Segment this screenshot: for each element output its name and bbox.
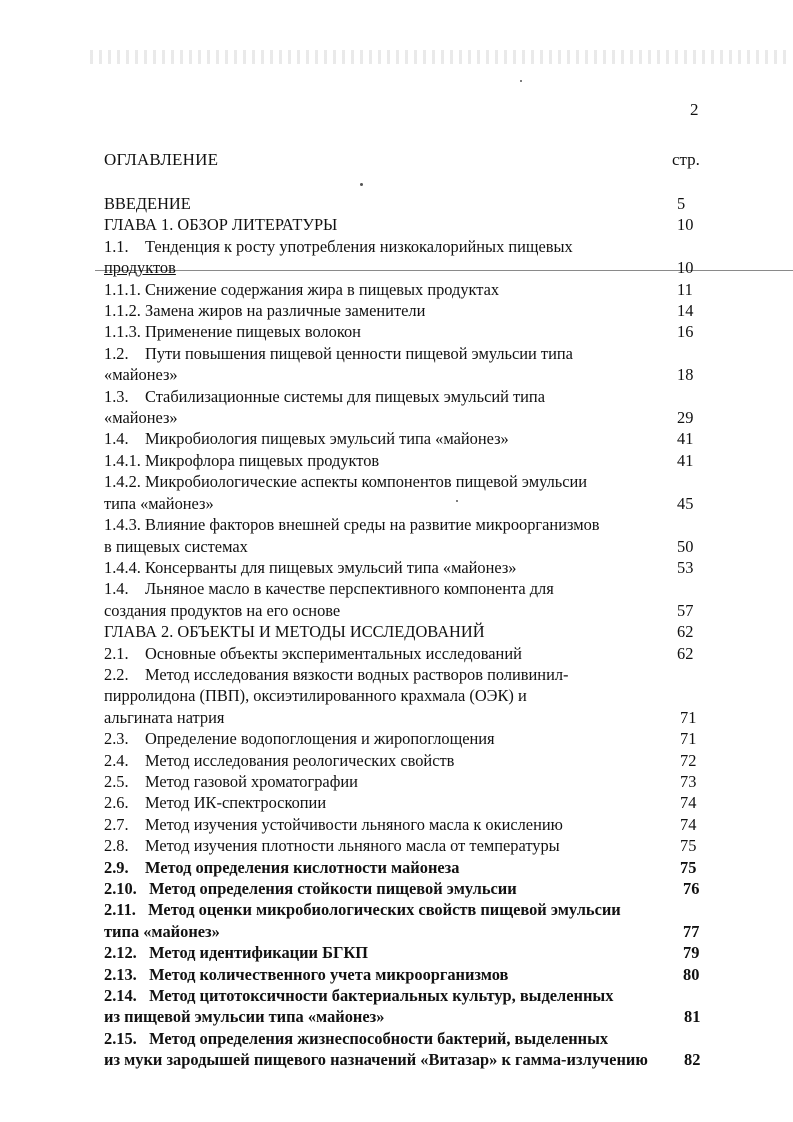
toc-entry-page: 79 (683, 943, 700, 963)
toc-entry-page: 5 (677, 194, 686, 213)
toc-entry-text: 1.4.1. Микрофлора пищевых продуктов (104, 450, 380, 470)
toc-entry-page: 41 (677, 450, 694, 470)
toc-entry-page: 18 (677, 365, 694, 385)
toc-entry[interactable] (104, 664, 724, 728)
toc-entry-text: типа «майонез» (104, 921, 220, 941)
toc-entry-page: 16 (677, 322, 694, 342)
toc-entry-text: ГЛАВА 1. ОБЗОР ЛИТЕРАТУРЫ (104, 215, 338, 235)
toc-entry-page: 75 (680, 836, 697, 856)
toc-entry-text: 2.6. Метод ИК-спектроскопии (104, 793, 327, 813)
toc-entry-text: 2.7. Метод изучения устойчивости льняного масла к окислению (104, 814, 563, 834)
toc-entry[interactable] (104, 792, 724, 813)
page-number: 2 (690, 100, 699, 119)
toc-entry-page: 53 (677, 557, 694, 577)
toc-entry-text: 1.2. Пути повышения пищевой ценности пищевой эмульсии типа (104, 343, 573, 363)
toc-entry-text: 2.1. Основные объекты экспериментальных исследований (104, 643, 522, 663)
toc-entry-text: 2.12. Метод идентификации БГКП (104, 943, 369, 963)
toc-entry-page: 71 (680, 707, 697, 727)
toc-entry[interactable] (104, 899, 724, 942)
toc-entry-page: 62 (677, 643, 694, 663)
toc-entry-text: ВВЕДЕНИЕ (104, 194, 191, 213)
toc-entry-text: ГЛАВА 2. ОБЪЕКТЫ И МЕТОДЫ ИССЛЕДОВАНИЙ (104, 622, 485, 642)
toc-title: ОГЛАВЛЕНИЕ (104, 150, 219, 169)
toc-entry-page: 71 (680, 729, 697, 749)
toc-entry-page: 75 (680, 857, 697, 877)
toc-entry-text: 2.14. Метод цитотоксичности бактериальных культур, выделенных (104, 986, 614, 1006)
toc-entry-page: 72 (680, 750, 697, 770)
toc-entry-text: 2.3. Определение водопоглощения и жиропоглощения (104, 729, 495, 749)
toc-entry[interactable] (104, 578, 724, 621)
scan-speck (360, 183, 363, 186)
toc-entry[interactable] (104, 450, 724, 471)
toc-entry-page: 77 (683, 921, 700, 941)
toc-entry[interactable] (104, 942, 724, 963)
toc-entry-text: альгината натрия (104, 707, 225, 727)
scan-noise-top (90, 50, 790, 64)
toc-entry[interactable] (104, 878, 724, 899)
toc-entry[interactable] (104, 193, 724, 214)
toc-entry-text: 2.9. Метод определения кислотности майонеза (104, 857, 460, 877)
toc-page-column-header: стр. (672, 150, 700, 169)
toc-entry[interactable] (104, 300, 724, 321)
toc-entry-text: 2.13. Метод количественного учета микроорганизмов (104, 964, 509, 984)
toc-entry-page: 62 (677, 622, 694, 642)
toc-entry-page: 11 (677, 279, 693, 299)
toc-entry-page: 82 (684, 1050, 701, 1070)
toc-entry[interactable] (104, 857, 724, 878)
toc-entry[interactable] (104, 279, 724, 300)
toc-entry-text: 1.1.2. Замена жиров на различные заменители (104, 301, 426, 321)
toc-entry[interactable] (104, 1028, 724, 1071)
toc-entry-text: «майонез» (104, 408, 178, 428)
toc-entry[interactable] (104, 964, 724, 985)
toc-entry-text: 2.2. Метод исследования вязкости водных растворов поливинил- (104, 664, 569, 684)
toc-entry-text: 1.4.2. Микробиологические аспекты компонентов пищевой эмульсии (104, 472, 588, 492)
toc-entry-text: в пищевых системах (104, 536, 248, 556)
toc-entry-text: 1.4. Льняное масло в качестве перспективного компонента для (104, 579, 554, 599)
toc-entry[interactable] (104, 728, 724, 749)
toc-entry[interactable] (104, 750, 724, 771)
toc-entry-text: 1.4.3. Влияние факторов внешней среды на развитие микроорганизмов (104, 515, 600, 535)
toc-entry[interactable] (104, 771, 724, 792)
toc-entry-text: 1.1.1. Снижение содержания жира в пищевых продуктах (104, 279, 500, 299)
toc-entry-text: типа «майонез» (104, 493, 214, 513)
toc-entry-page: 57 (677, 600, 694, 620)
toc-entry-text: 1.1.3. Применение пищевых волокон (104, 322, 361, 342)
toc-entry-text: создания продуктов на его основе (104, 600, 341, 620)
toc-entry[interactable] (104, 514, 724, 557)
toc-entry-text: 1.3. Стабилизационные системы для пищевых эмульсий типа (104, 386, 545, 406)
toc-entry[interactable] (104, 386, 724, 429)
toc-entry-text: продуктов (104, 258, 176, 278)
toc-entry-text: «майонез» (104, 365, 178, 385)
toc-entry-page: 74 (680, 814, 697, 834)
toc-entry-page: 81 (684, 1007, 701, 1027)
toc-entry-text: 1.4.4. Консерванты для пищевых эмульсий типа «майонез» (104, 557, 517, 577)
toc-entry[interactable] (104, 236, 724, 279)
toc-entry[interactable] (104, 428, 724, 449)
toc-entry-page: 73 (680, 771, 697, 791)
toc-entry[interactable] (104, 835, 724, 856)
toc-entry[interactable] (104, 621, 724, 642)
toc-entry[interactable] (104, 985, 724, 1028)
toc-entry[interactable] (104, 214, 724, 235)
toc-entry-text: 2.5. Метод газовой хроматографии (104, 771, 358, 791)
table-of-contents (104, 193, 724, 1071)
toc-entry-page: 41 (677, 429, 694, 449)
toc-entry-text: 2.10. Метод определения стойкости пищевой эмульсии (104, 879, 517, 898)
toc-entry[interactable] (104, 343, 724, 386)
toc-entry[interactable] (104, 814, 724, 835)
toc-entry[interactable] (104, 321, 724, 342)
toc-entry-page: 76 (683, 879, 700, 898)
toc-entry-text: 2.15. Метод определения жизнеспособности бактерий, выделенных (104, 1028, 609, 1048)
toc-entry-text: 1.4. Микробиология пищевых эмульсий типа «майонез» (104, 429, 509, 449)
toc-entry[interactable] (104, 557, 724, 578)
toc-entry-page: 10 (677, 258, 694, 278)
toc-entry-text: 2.8. Метод изучения плотности льняного масла от температуры (104, 836, 560, 856)
toc-entry-text: из пищевой эмульсии типа «майонез» (104, 1007, 385, 1027)
scan-speck (520, 80, 522, 82)
toc-entry-page: 29 (677, 408, 694, 428)
toc-entry-page: 50 (677, 536, 694, 556)
toc-entry[interactable] (104, 643, 724, 664)
toc-entry-text: пирролидона (ПВП), оксиэтилированного крахмала (ОЭК) и (104, 686, 527, 706)
toc-entry-text: из муки зародышей пищевого назначений «Витазар» к гамма-излучению (104, 1050, 648, 1070)
toc-entry-text: 2.11. Метод оценки микробиологических свойств пищевой эмульсии (104, 900, 621, 920)
toc-entry[interactable] (104, 471, 724, 514)
toc-entry-page: 74 (680, 793, 697, 813)
toc-entry-page: 14 (677, 301, 694, 321)
toc-entry-text: 1.1. Тенденция к росту употребления низкокалорийных пищевых (104, 236, 573, 256)
toc-entry-page: 80 (683, 964, 700, 984)
toc-entry-page: 10 (677, 215, 694, 235)
toc-entry-text: 2.4. Метод исследования реологических свойств (104, 750, 455, 770)
toc-entry-page: 45 (677, 493, 694, 513)
